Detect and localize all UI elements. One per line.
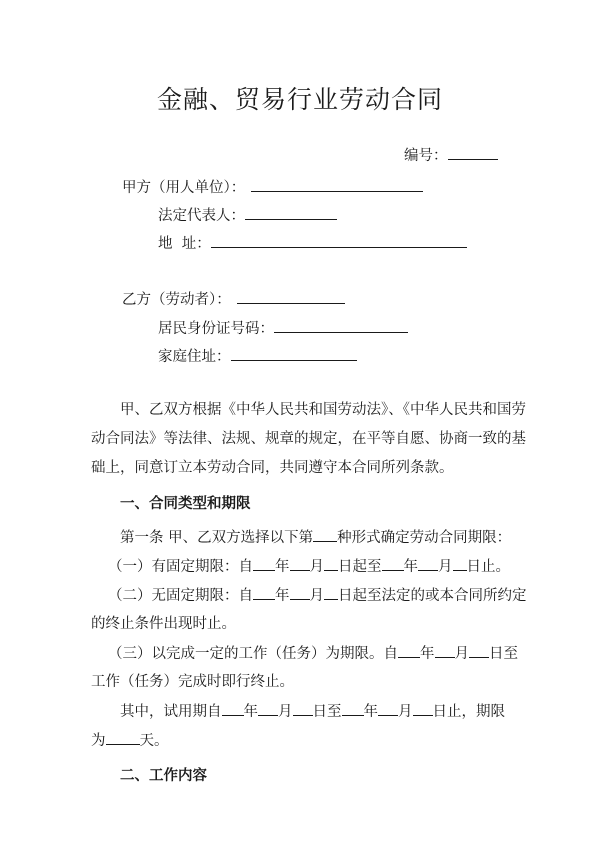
opt1-start-day[interactable] <box>324 556 338 571</box>
opt2-start-month[interactable] <box>290 585 310 600</box>
month-unit: 月 <box>454 646 469 662</box>
year-unit: 年 <box>243 704 258 720</box>
year-unit: 年 <box>275 559 290 575</box>
probation-days-blank[interactable] <box>106 730 140 745</box>
month-unit: 月 <box>438 559 453 575</box>
period-label: ，期限 <box>461 704 505 720</box>
home-address-blank[interactable] <box>231 346 357 361</box>
option-3 <box>108 643 518 664</box>
party-a-row <box>122 177 423 198</box>
opt3-start-year[interactable] <box>398 643 420 658</box>
contract-number-label: 编号： <box>404 148 448 164</box>
section-1-heading: 一、合同类型和期限 <box>120 495 251 512</box>
party-a-label: 甲方（用人单位）： <box>122 180 246 196</box>
probation-start-year[interactable] <box>222 701 244 716</box>
article-1-text-b: 种形式确定劳动合同期限： <box>337 530 512 546</box>
option-2-line-2: 的终止条件出现时止。 <box>91 616 236 632</box>
option-1 <box>108 556 510 577</box>
opt1-end-month[interactable] <box>418 556 438 571</box>
opt3-start-day[interactable] <box>469 643 489 658</box>
option-2 <box>108 585 527 606</box>
preamble-line-2: 动合同法》等法律、法规、规章的规定，在平等自愿、协商一致的基 <box>91 431 526 447</box>
home-address-label: 家庭住址： <box>158 349 231 365</box>
year-unit: 年 <box>275 588 290 604</box>
option-3-label: （三）以完成一定的工作（任务）为期限。自 <box>108 646 398 662</box>
day-end-unit: 日止 <box>432 704 462 720</box>
month-unit: 月 <box>398 704 413 720</box>
option-1-label: （一）有固定期限：自 <box>108 559 253 575</box>
probation-label: 其中，试用期自 <box>120 704 222 720</box>
year-unit: 年 <box>420 646 435 662</box>
probation-end-day[interactable] <box>413 701 433 716</box>
party-a-blank[interactable] <box>251 177 423 192</box>
year-unit: 年 <box>363 704 378 720</box>
id-number-row <box>158 318 408 339</box>
month-unit: 月 <box>309 588 324 604</box>
opt1-end-day[interactable] <box>453 556 467 571</box>
opt2-start-day[interactable] <box>324 585 338 600</box>
opt2-start-year[interactable] <box>253 585 275 600</box>
day-to-unit: 日至 <box>312 704 342 720</box>
option-2-label: （二）无固定期限：自 <box>108 588 253 604</box>
legal-rep-blank[interactable] <box>245 205 337 220</box>
party-b-label: 乙方（劳动者）： <box>122 292 231 308</box>
day-to-unit: 日至 <box>489 646 518 662</box>
probation-line-2 <box>91 730 169 751</box>
contract-number-blank[interactable] <box>448 145 498 160</box>
address-blank[interactable] <box>211 233 467 248</box>
probation-days-unit: 天。 <box>139 733 169 749</box>
id-number-blank[interactable] <box>274 318 408 333</box>
opt3-start-month[interactable] <box>435 643 455 658</box>
contract-number-row <box>404 145 498 166</box>
probation-start-month[interactable] <box>258 701 278 716</box>
probation-end-month[interactable] <box>378 701 398 716</box>
legal-rep-label: 法定代表人： <box>158 208 245 224</box>
month-unit: 月 <box>278 704 293 720</box>
option-3-line-2: 工作（任务）完成时即行终止。 <box>91 674 294 690</box>
id-number-label: 居民身份证号码： <box>158 321 274 337</box>
party-b-blank[interactable] <box>237 289 345 304</box>
probation-line-1 <box>120 701 505 722</box>
probation-start-day[interactable] <box>293 701 313 716</box>
section-2-heading: 二、工作内容 <box>120 767 207 784</box>
opt1-end-year[interactable] <box>382 556 404 571</box>
probation-end-year[interactable] <box>342 701 364 716</box>
address-row <box>158 233 467 254</box>
opt1-start-month[interactable] <box>290 556 310 571</box>
day-from-unit: 日起至 <box>338 559 382 575</box>
month-unit: 月 <box>309 559 324 575</box>
form-choice-blank[interactable] <box>313 527 337 542</box>
preamble-line-3: 础上，同意订立本劳动合同，共同遵守本合同所列条款。 <box>91 460 454 476</box>
opt1-start-year[interactable] <box>253 556 275 571</box>
home-address-row <box>158 346 357 367</box>
probation-for-label: 为 <box>91 733 106 749</box>
address-label: 地 址： <box>158 236 211 252</box>
legal-rep-row <box>158 205 337 226</box>
article-1 <box>120 527 511 548</box>
preamble-line-1: 甲、乙双方根据《中华人民共和国劳动法》、《中华人民共和国劳 <box>120 402 526 418</box>
option-2-tail: 日起至法定的或本合同所约定 <box>338 588 527 604</box>
day-end-unit: 日止。 <box>466 559 510 575</box>
year-unit: 年 <box>403 559 418 575</box>
document-title: 金融、贸易行业劳动合同 <box>156 85 443 114</box>
party-b-row <box>122 289 345 310</box>
article-1-text-a: 第一条 甲、乙双方选择以下第 <box>120 530 314 546</box>
